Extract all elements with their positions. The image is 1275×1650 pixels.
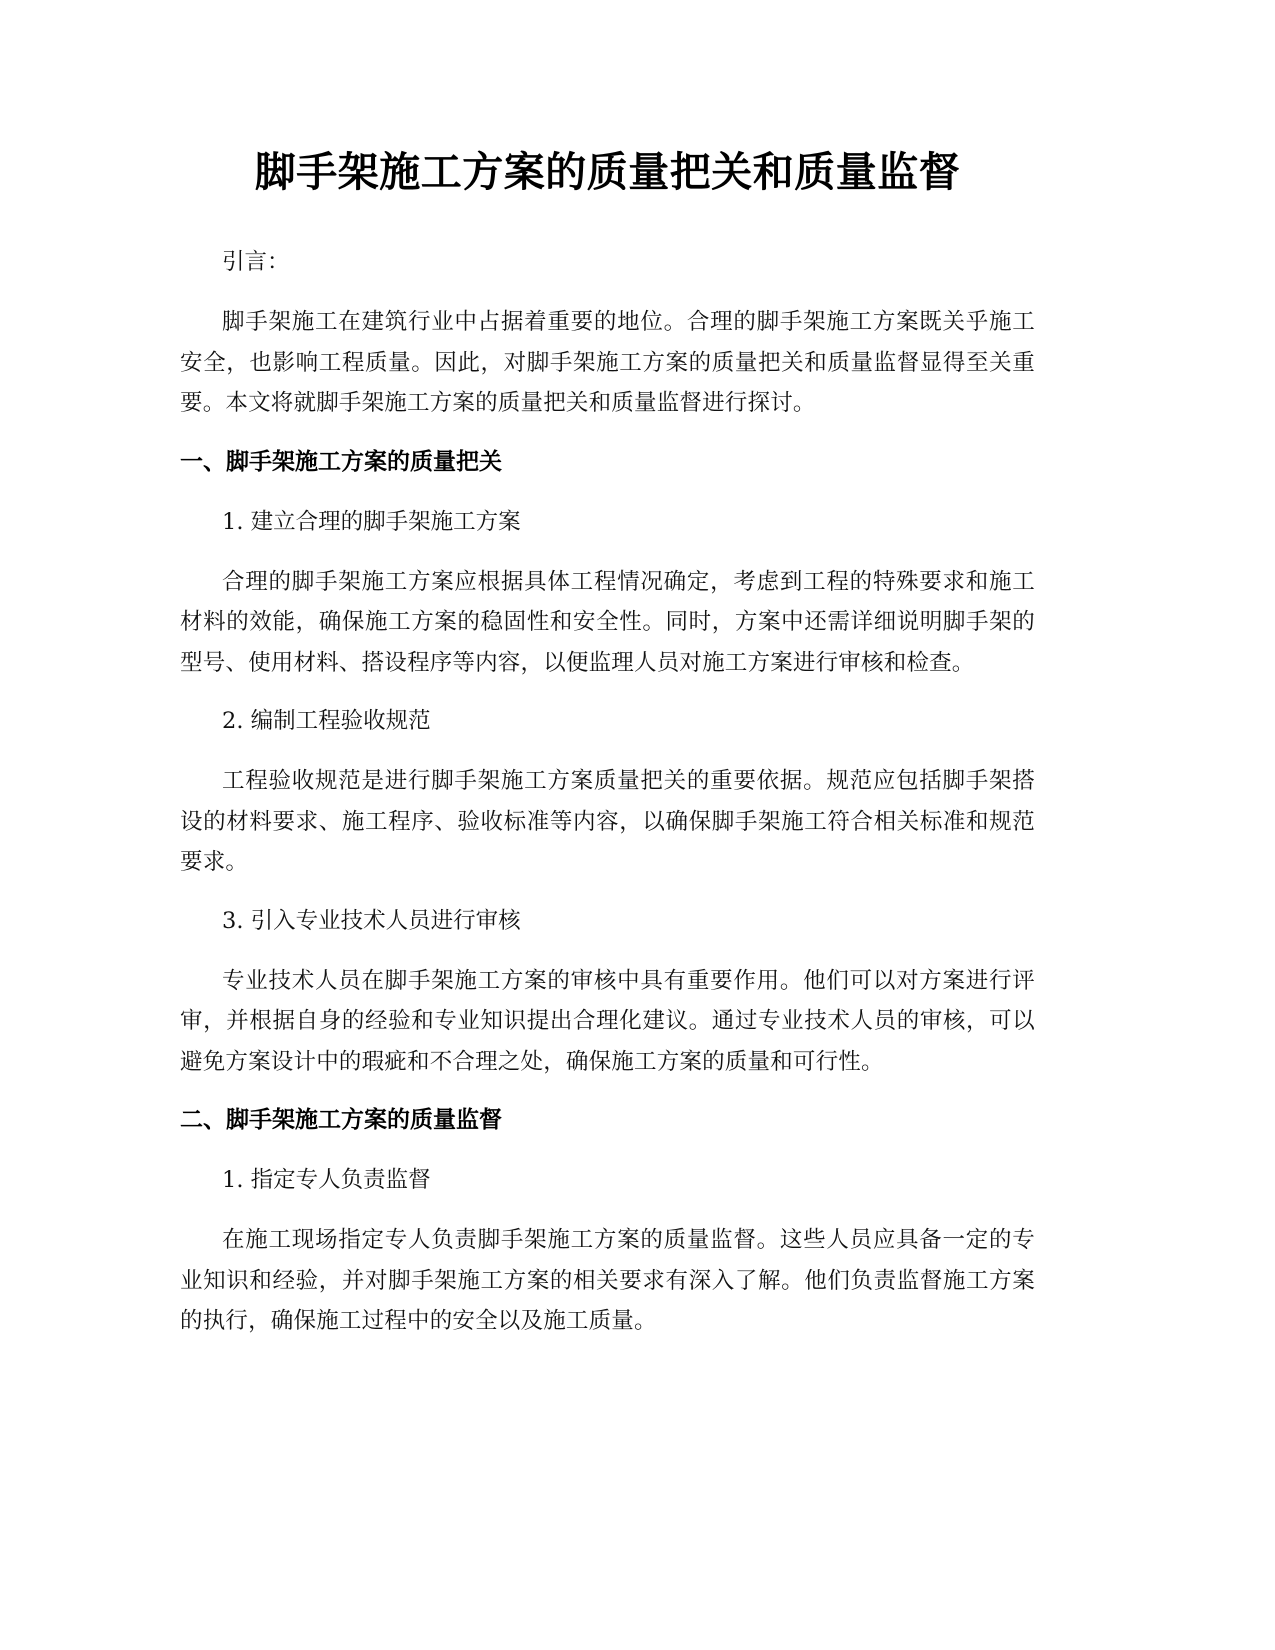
section-quality-supervision	[180, 1100, 1035, 1342]
document-page	[180, 140, 1035, 1360]
body-paragraph: 在施工现场指定专人负责脚手架施工方案的质量监督。这些人员应具备一定的专业知识和经验，并对脚手架施工方案的相关要求有深入了解。他们负责监督施工方案的执行，确保施工过程中的安全以及施工质量。	[180, 1227, 1035, 1334]
section-heading: 一、脚手架施工方案的质量把关	[180, 448, 502, 475]
body-paragraph: 专业技术人员在脚手架施工方案的审核中具有重要作用。他们可以对方案进行评审，并根据自身的经验和专业知识提出合理化建议。通过专业技术人员的审核，可以避免方案设计中的瑕疵和不合理之处，确保施工方案的质量和可行性。	[180, 967, 1035, 1075]
subheading-item: 1. 指定专人负责监督	[222, 1167, 431, 1193]
intro-label: 引言：	[222, 249, 290, 275]
section-heading: 二、脚手架施工方案的质量监督	[180, 1107, 502, 1133]
subheading-item: 2. 编制工程验收规范	[222, 708, 431, 734]
document-title: 脚手架施工方案的质量把关和质量监督	[254, 148, 961, 196]
body-paragraph: 合理的脚手架施工方案应根据具体工程情况确定，考虑到工程的特殊要求和施工材料的效能，确保施工方案的稳固性和安全性。同时，方案中还需详细说明脚手架的型号、使用材料、搭设程序等内容，以便监理人员对施工方案进行审核和检查。	[180, 568, 1035, 676]
subheading-item: 1. 建立合理的脚手架施工方案	[222, 508, 521, 535]
intro-paragraph: 脚手架施工在建筑行业中占据着重要的地位。合理的脚手架施工方案既关乎施工安全，也影响工程质量。因此，对脚手架施工方案的质量把关和质量监督显得至关重要。本文将就脚手架施工方案的质量把关和质量监督进行探讨。	[180, 309, 1035, 416]
section-quality-control	[180, 442, 1035, 1083]
body-paragraph: 工程验收规范是进行脚手架施工方案质量把关的重要依据。规范应包括脚手架搭设的材料要求、施工程序、验收标准等内容，以确保脚手架施工符合相关标准和规范要求。	[180, 768, 1035, 875]
subheading-item: 3. 引入专业技术人员进行审核	[222, 907, 521, 934]
